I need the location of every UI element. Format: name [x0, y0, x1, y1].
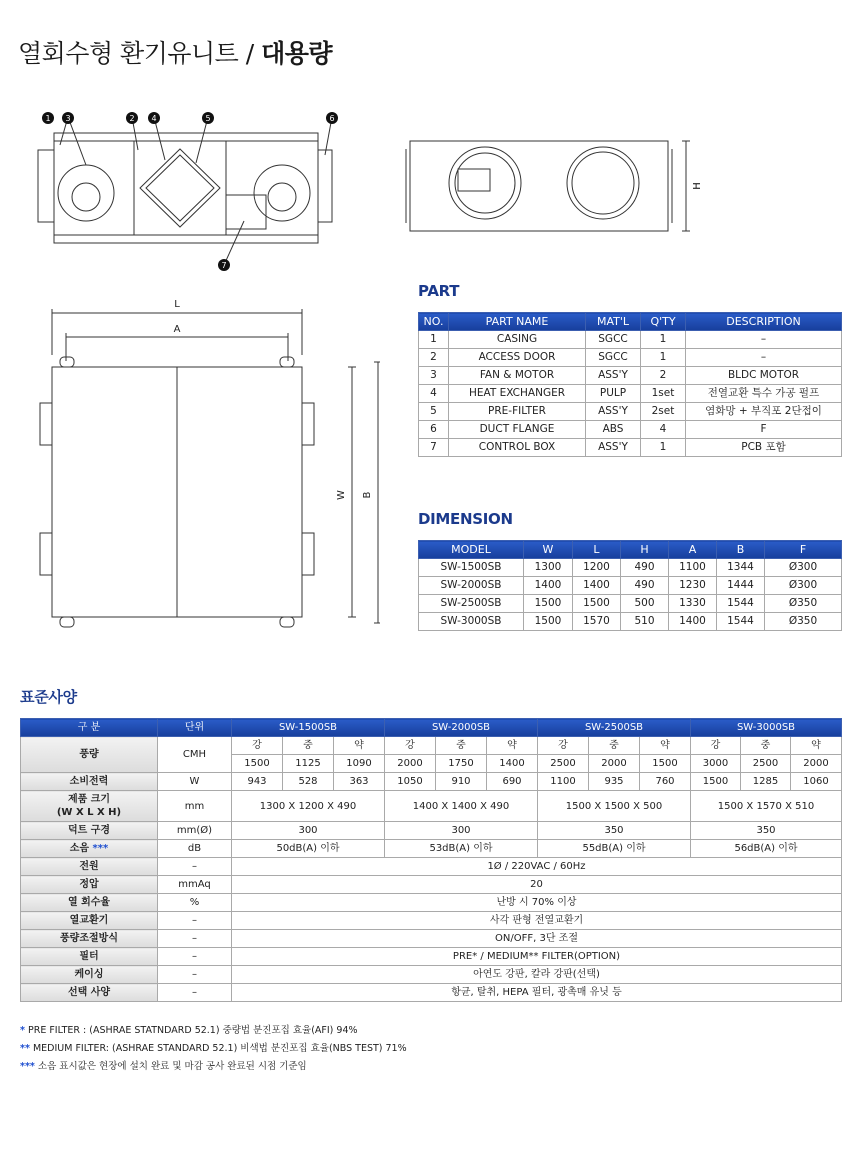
callout-3: 3 [65, 114, 71, 123]
dim-col-h: H [621, 541, 669, 559]
table-cell: 1400 [524, 577, 573, 595]
table-cell: 943 [232, 773, 283, 791]
table-cell: 300 [232, 822, 385, 840]
table-cell: 강 [385, 737, 436, 755]
table-row [419, 349, 842, 367]
title-bold: 대용량 [261, 39, 333, 68]
table-cell: PRE-FILTER [449, 403, 586, 421]
table-row [21, 966, 842, 984]
table-cell: SGCC [586, 331, 641, 349]
spec-col-model-4: SW-3000SB [691, 719, 842, 737]
table-row [21, 840, 842, 858]
spec-col-unit: 단위 [158, 719, 232, 737]
part-col-name: PART NAME [449, 313, 586, 331]
table-cell: 1500 [524, 613, 573, 631]
unit-plan-view-diagram [30, 295, 380, 640]
table-cell: 풍량조절방식 [21, 930, 158, 948]
table-cell: 2 [641, 367, 686, 385]
table-cell: 55dB(A) 이하 [538, 840, 691, 858]
table-cell: PRE* / MEDIUM** FILTER(OPTION) [232, 948, 842, 966]
callout-5: 5 [205, 114, 211, 123]
table-cell: DUCT FLANGE [449, 421, 586, 439]
spec-table [20, 718, 842, 1002]
table-cell: 케이싱 [21, 966, 158, 984]
table-cell: 56dB(A) 이하 [691, 840, 842, 858]
row-unit-noise: dB [158, 840, 232, 858]
table-cell: 1300 X 1200 X 490 [232, 791, 385, 822]
table-cell: 전원 [21, 858, 158, 876]
table-cell: 아연도 강판, 칼라 강판(선택) [232, 966, 842, 984]
table-cell: – [158, 912, 232, 930]
spec-heading: 표준사양 [20, 688, 77, 706]
table-cell: mmAq [158, 876, 232, 894]
callout-4: 4 [151, 114, 157, 123]
table-row [21, 930, 842, 948]
table-cell: % [158, 894, 232, 912]
table-cell: Ø350 [765, 613, 842, 631]
table-cell: – [158, 858, 232, 876]
table-row [419, 439, 842, 457]
dim-label-a: A [173, 324, 181, 335]
table-cell: – [158, 948, 232, 966]
table-cell: 1050 [385, 773, 436, 791]
table-cell: 1set [641, 385, 686, 403]
spec-col-item: 구 분 [21, 719, 158, 737]
table-cell: 필터 [21, 948, 158, 966]
table-cell: 항균, 탈취, HEPA 필터, 광촉매 유닛 등 [232, 984, 842, 1002]
duct-flange-right [318, 150, 332, 222]
table-cell: 약 [640, 737, 691, 755]
table-cell: 1 [641, 439, 686, 457]
title-main: 열회수형 환기유니트 / [18, 39, 262, 68]
table-cell: 2500 [538, 755, 589, 773]
part-header-row [419, 313, 842, 331]
table-cell: 1400 [669, 613, 717, 631]
table-row [419, 367, 842, 385]
dim-col-a: A [669, 541, 717, 559]
footnote-medium-filter: ** MEDIUM FILTER: (ASHRAE STANDARD 52.1) 비색법 분진포집 효율(NBS TEST) 71% [20, 1043, 407, 1054]
row-unit-size: mm [158, 791, 232, 822]
table-cell: 500 [621, 595, 669, 613]
part-col-matl: MAT'L [586, 313, 641, 331]
table-cell: 열 회수율 [21, 894, 158, 912]
table-cell: SW-2000SB [419, 577, 524, 595]
table-cell: 300 [385, 822, 538, 840]
page-title [18, 34, 332, 70]
table-row [21, 876, 842, 894]
table-cell: 1544 [717, 595, 765, 613]
table-cell: 1 [419, 331, 449, 349]
table-cell: 2set [641, 403, 686, 421]
table-cell: 1200 [573, 559, 621, 577]
table-cell: – [158, 930, 232, 948]
dim-label-l: L [174, 299, 180, 310]
table-cell: PULP [586, 385, 641, 403]
table-cell: 전열교환 특수 가공 펄프 [686, 385, 842, 403]
table-cell: 1Ø / 220VAC / 60Hz [232, 858, 842, 876]
part-heading: PART [418, 282, 460, 300]
table-cell: PCB 포함 [686, 439, 842, 457]
row-label-power: 소비전력 [21, 773, 158, 791]
table-cell: 중 [741, 737, 791, 755]
table-cell: ON/OFF, 3단 조절 [232, 930, 842, 948]
table-cell: Ø300 [765, 577, 842, 595]
table-cell: 490 [621, 559, 669, 577]
table-cell: 2500 [741, 755, 791, 773]
dim-label-h: H [692, 182, 703, 190]
table-cell: 20 [232, 876, 842, 894]
part-table [418, 312, 842, 457]
footnote-noise: *** 소음 표시값은 현장에 설치 완료 및 마감 공사 완료된 시점 기준임 [20, 1061, 307, 1072]
table-cell: 3000 [691, 755, 741, 773]
table-cell: 490 [621, 577, 669, 595]
table-cell: – [158, 966, 232, 984]
side-duct-left [449, 147, 521, 219]
unit-side-view-diagram [400, 135, 720, 245]
table-cell: SW-3000SB [419, 613, 524, 631]
spec-col-model-1: SW-1500SB [232, 719, 385, 737]
row-label-duct: 덕트 구경 [21, 822, 158, 840]
table-cell: 1400 [573, 577, 621, 595]
table-cell: 1125 [283, 755, 334, 773]
dim-col-f: F [765, 541, 842, 559]
table-cell: 363 [334, 773, 385, 791]
table-cell: 선택 사양 [21, 984, 158, 1002]
table-row [21, 894, 842, 912]
table-row [419, 331, 842, 349]
table-cell: 50dB(A) 이하 [232, 840, 385, 858]
dim-col-b: B [717, 541, 765, 559]
table-cell: 1500 [573, 595, 621, 613]
table-cell: 약 [334, 737, 385, 755]
table-cell: 강 [538, 737, 589, 755]
table-cell: 1500 X 1500 X 500 [538, 791, 691, 822]
table-cell: 1100 [669, 559, 717, 577]
callout-7: 7 [221, 261, 227, 270]
table-row [21, 912, 842, 930]
table-cell: 528 [283, 773, 334, 791]
unit-top-view-diagram [20, 105, 360, 280]
callout-2: 2 [129, 114, 135, 123]
table-cell: – [686, 331, 842, 349]
dim-col-w: W [524, 541, 573, 559]
part-col-no: NO. [419, 313, 449, 331]
table-row [21, 858, 842, 876]
table-cell: 2000 [791, 755, 842, 773]
table-cell: 1 [641, 331, 686, 349]
table-row [21, 773, 842, 791]
table-cell: 53dB(A) 이하 [385, 840, 538, 858]
unit-casing-outline [54, 133, 318, 243]
table-cell: 3 [419, 367, 449, 385]
table-row [419, 385, 842, 403]
table-cell: 1400 [487, 755, 538, 773]
table-cell: SW-1500SB [419, 559, 524, 577]
table-cell: SGCC [586, 349, 641, 367]
row-unit-airflow: CMH [158, 737, 232, 773]
table-cell: – [686, 349, 842, 367]
spec-col-model-3: SW-2500SB [538, 719, 691, 737]
table-row [419, 403, 842, 421]
table-cell: 1500 [232, 755, 283, 773]
row-label-size: 제품 크기 (W X L X H) [21, 791, 158, 822]
table-cell: 1750 [436, 755, 487, 773]
table-cell: 2 [419, 349, 449, 367]
table-cell: 910 [436, 773, 487, 791]
table-row [419, 577, 842, 595]
table-row [419, 613, 842, 631]
dimension-table [418, 540, 842, 631]
table-row [21, 984, 842, 1002]
table-cell: ACCESS DOOR [449, 349, 586, 367]
table-cell: SW-2500SB [419, 595, 524, 613]
table-cell: BLDC MOTOR [686, 367, 842, 385]
table-cell: 4 [419, 385, 449, 403]
table-cell: 염화망 + 부직포 2단접이 [686, 403, 842, 421]
table-cell: 760 [640, 773, 691, 791]
heat-exchanger-shape [140, 149, 220, 227]
table-cell: 1090 [334, 755, 385, 773]
duct-flange-left [38, 150, 54, 222]
table-cell: ASS'Y [586, 403, 641, 421]
table-cell: 열교환기 [21, 912, 158, 930]
table-cell: 1500 X 1570 X 510 [691, 791, 842, 822]
side-duct-right [567, 147, 639, 219]
table-cell: 1300 [524, 559, 573, 577]
table-cell: CASING [449, 331, 586, 349]
fan-right [254, 165, 310, 221]
table-cell: 1344 [717, 559, 765, 577]
row-label-airflow: 풍량 [21, 737, 158, 773]
table-cell: 중 [283, 737, 334, 755]
table-cell: 510 [621, 613, 669, 631]
table-cell: 1330 [669, 595, 717, 613]
table-cell: 약 [487, 737, 538, 755]
table-row [21, 737, 842, 755]
table-cell: 중 [436, 737, 487, 755]
table-cell: 중 [589, 737, 640, 755]
row-label-noise: 소음 *** [21, 840, 158, 858]
table-cell: ASS'Y [586, 439, 641, 457]
dim-col-model: MODEL [419, 541, 524, 559]
table-cell: 690 [487, 773, 538, 791]
row-unit-duct: mm(Ø) [158, 822, 232, 840]
dimension-heading: DIMENSION [418, 510, 513, 528]
control-box [226, 195, 266, 229]
table-cell: 약 [791, 737, 842, 755]
fan-left [58, 165, 114, 221]
table-cell: 1 [641, 349, 686, 367]
table-cell: 1100 [538, 773, 589, 791]
dim-label-b: B [362, 491, 373, 499]
table-cell: 1500 [691, 773, 741, 791]
table-row [419, 559, 842, 577]
part-col-qty: Q'TY [641, 313, 686, 331]
table-cell: Ø300 [765, 559, 842, 577]
table-cell: 사각 판형 전열교환기 [232, 912, 842, 930]
table-cell: 강 [691, 737, 741, 755]
table-cell: 1230 [669, 577, 717, 595]
row-unit-power: W [158, 773, 232, 791]
table-cell: 4 [641, 421, 686, 439]
table-row [21, 948, 842, 966]
table-cell: CONTROL BOX [449, 439, 586, 457]
table-row [419, 421, 842, 439]
table-cell: 2000 [385, 755, 436, 773]
table-row [21, 791, 842, 822]
table-cell: 1500 [640, 755, 691, 773]
table-cell: F [686, 421, 842, 439]
spec-col-model-2: SW-2000SB [385, 719, 538, 737]
table-cell: 2000 [589, 755, 640, 773]
table-cell: 1060 [791, 773, 842, 791]
table-cell: Ø350 [765, 595, 842, 613]
dim-label-w: W [336, 490, 347, 500]
table-cell: 7 [419, 439, 449, 457]
spec-header-row [21, 719, 842, 737]
table-cell: – [158, 984, 232, 1002]
table-cell: HEAT EXCHANGER [449, 385, 586, 403]
part-col-description: DESCRIPTION [686, 313, 842, 331]
table-cell: 1444 [717, 577, 765, 595]
table-cell: FAN & MOTOR [449, 367, 586, 385]
footnote-pre-filter: * PRE FILTER : (ASHRAE STATNDARD 52.1) 중량법 분진포집 효율(AFI) 94% [20, 1025, 358, 1036]
table-cell: 6 [419, 421, 449, 439]
callout-1: 1 [45, 114, 51, 123]
callout-6: 6 [329, 114, 335, 123]
dim-col-l: L [573, 541, 621, 559]
table-cell: 난방 시 70% 이상 [232, 894, 842, 912]
table-cell: 강 [232, 737, 283, 755]
table-cell: 1544 [717, 613, 765, 631]
table-row [21, 822, 842, 840]
table-cell: 935 [589, 773, 640, 791]
table-cell: 5 [419, 403, 449, 421]
table-row [419, 595, 842, 613]
table-cell: 1400 X 1400 X 490 [385, 791, 538, 822]
table-cell: 350 [691, 822, 842, 840]
table-cell: 350 [538, 822, 691, 840]
table-cell: 1500 [524, 595, 573, 613]
dimension-header-row [419, 541, 842, 559]
table-cell: 정압 [21, 876, 158, 894]
table-cell: 1285 [741, 773, 791, 791]
table-cell: ABS [586, 421, 641, 439]
table-cell: 1570 [573, 613, 621, 631]
table-cell: ASS'Y [586, 367, 641, 385]
